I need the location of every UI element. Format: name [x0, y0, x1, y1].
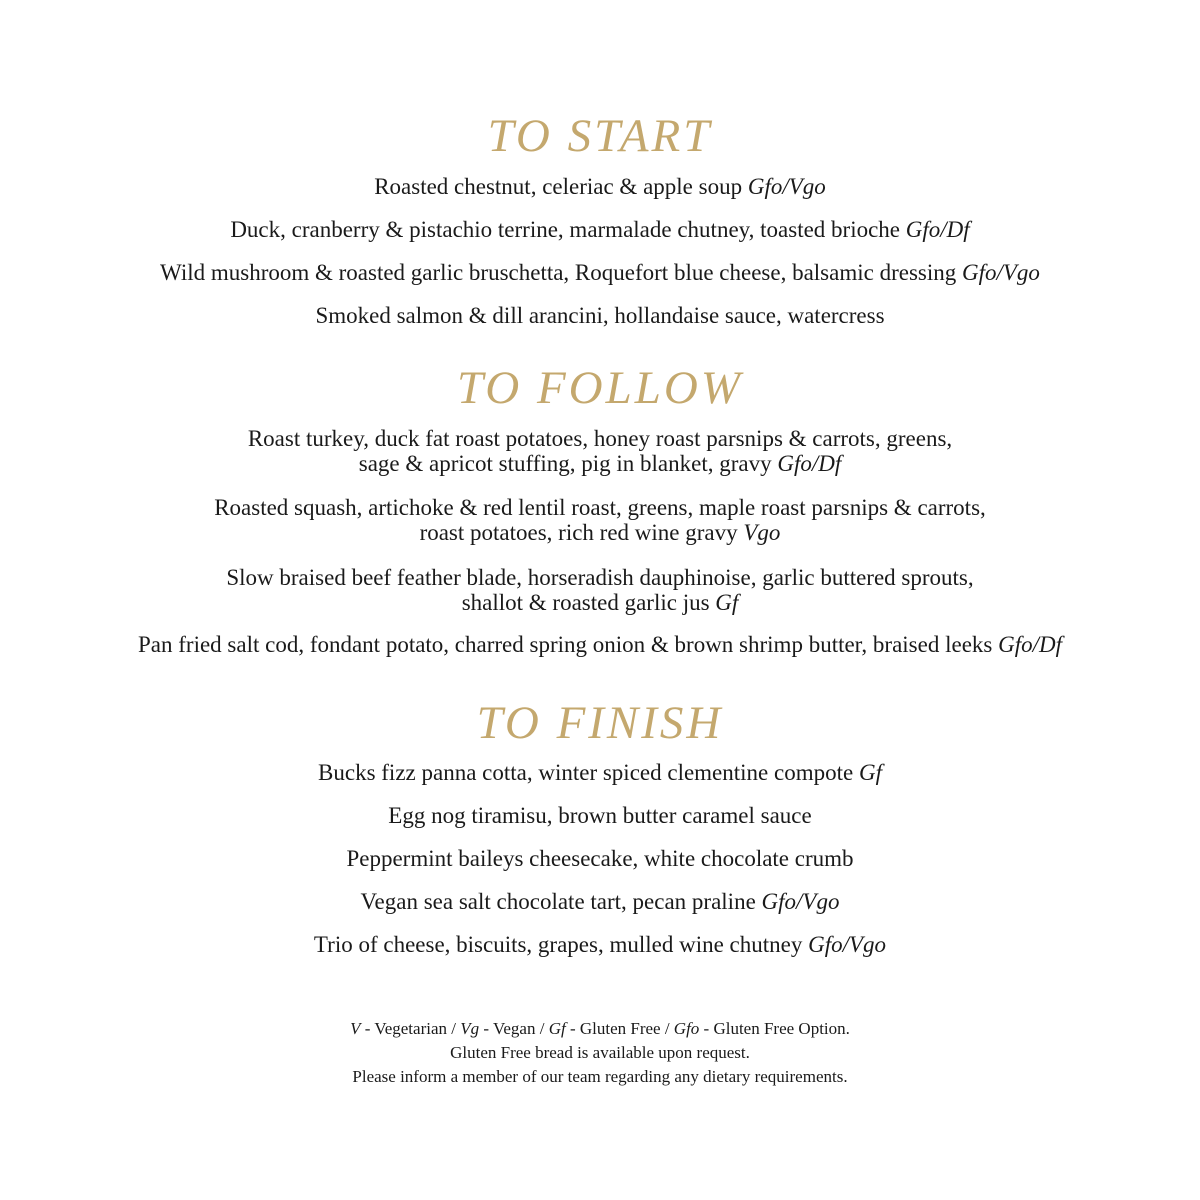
gluten-free-bread-note: Gluten Free bread is available upon request. [450, 1043, 750, 1062]
legend-label: - Vegetarian / [360, 1019, 461, 1038]
menu-item [0, 889, 1200, 914]
menu-item [0, 495, 1200, 545]
dish-description: Vegan sea salt chocolate tart, pecan praline [360, 889, 756, 914]
legend-abbr: Gfo [673, 1019, 700, 1038]
dish-description: Peppermint baileys cheesecake, white chocolate crumb [346, 846, 854, 871]
section-heading-to-follow: TO FOLLOW [456, 362, 743, 414]
dish-description-line-2: sage & apricot stuffing, pig in blanket, gravy [358, 451, 772, 476]
dietary-requirements-note: Please inform a member of our team regarding any dietary requirements. [352, 1067, 848, 1086]
menu-item [0, 760, 1200, 785]
dietary-tag: Gfo/Vgo [808, 932, 887, 957]
dish-description: Egg nog tiramisu, brown butter caramel sauce [388, 803, 812, 828]
dish-description: Trio of cheese, biscuits, grapes, mulled wine chutney [313, 932, 803, 957]
dish-description-line-1: Slow braised beef feather blade, horseradish dauphinoise, garlic buttered sprouts, [226, 565, 974, 590]
menu-item [0, 217, 1200, 242]
legend-abbr: V [350, 1019, 361, 1038]
legend-abbr: Gf [548, 1019, 566, 1038]
dietary-tag: Gfo/Df [905, 217, 970, 242]
menu-item [0, 303, 1200, 328]
dish-description: Wild mushroom & roasted garlic bruschetta, Roquefort blue cheese, balsamic dressing [160, 260, 957, 285]
dish-description-line-2: roast potatoes, rich red wine gravy [419, 520, 738, 545]
legend-label: - Gluten Free / [565, 1019, 674, 1038]
dietary-tag: Gfo/Df [777, 451, 842, 476]
dish-description-line-1: Roast turkey, duck fat roast potatoes, honey roast parsnips & carrots, greens, [247, 426, 953, 451]
dish-description: Bucks fizz panna cotta, winter spiced clementine compote [318, 760, 854, 785]
dietary-tag: Gfo/Vgo [761, 889, 840, 914]
dietary-tag: Gf [715, 590, 739, 615]
section-heading-to-finish: TO FINISH [476, 697, 724, 749]
dish-description-line-1: Roasted squash, artichoke & red lentil roast, greens, maple roast parsnips & carrots, [214, 495, 986, 520]
dietary-notes [0, 1017, 1200, 1089]
dish-description: Duck, cranberry & pistachio terrine, marmalade chutney, toasted brioche [230, 217, 901, 242]
menu-item [0, 632, 1200, 657]
dietary-tag: Gfo/Vgo [747, 174, 826, 199]
menu-item [0, 932, 1200, 957]
menu-item [0, 260, 1200, 285]
legend-label: - Gluten Free Option. [699, 1019, 850, 1038]
dietary-tag: Gfo/Df [998, 632, 1062, 657]
dietary-tag: Gf [858, 760, 882, 785]
dietary-legend [0, 1017, 1200, 1041]
section-heading-to-start: TO START [487, 110, 713, 162]
legend-label: - Vegan / [479, 1019, 549, 1038]
menu-item [0, 174, 1200, 199]
dish-description: Smoked salmon & dill arancini, hollandaise sauce, watercress [315, 303, 885, 328]
dish-description: Pan fried salt cod, fondant potato, charred spring onion & brown shrimp butter, braised leeks [138, 632, 993, 657]
menu-item [0, 803, 1200, 828]
dish-description: Roasted chestnut, celeriac & apple soup [374, 174, 743, 199]
menu-item [0, 565, 1200, 615]
legend-abbr: Vg [460, 1019, 480, 1038]
dietary-tag: Gfo/Vgo [961, 260, 1040, 285]
dish-description-line-2: shallot & roasted garlic jus [461, 590, 710, 615]
menu-item [0, 846, 1200, 871]
dietary-tag: Vgo [743, 520, 781, 545]
menu-item [0, 426, 1200, 476]
